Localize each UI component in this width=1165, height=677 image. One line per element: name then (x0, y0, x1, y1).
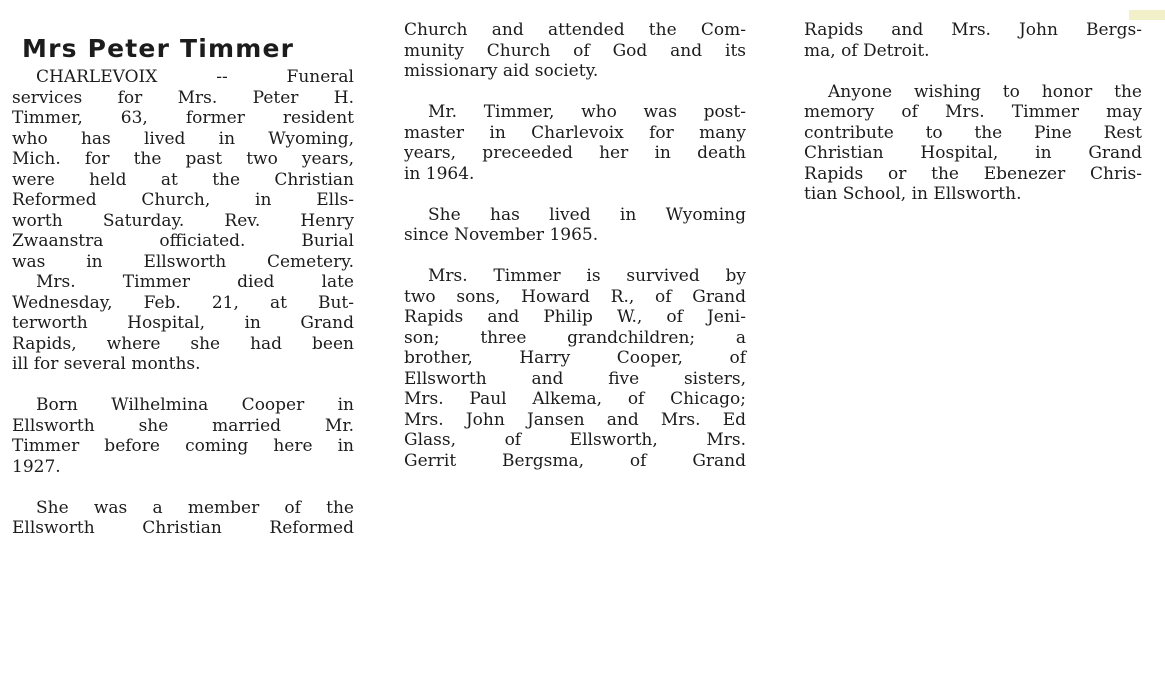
headline: Mrs Peter Timmer (22, 34, 295, 63)
text-line: Rapids and Philip W., of Jeni- (404, 307, 746, 327)
column-3-text (804, 20, 1142, 205)
text-line: Rapids or the Ebenezer Chris- (804, 163, 1142, 184)
text-line: Reformed Church, in Ells- (12, 190, 354, 210)
text-line: services for Mrs. Peter H. (12, 87, 354, 108)
text-line: She was a member of the (36, 497, 354, 518)
text-line: memory of Mrs. Timmer may (804, 102, 1142, 122)
paragraph-gap (12, 477, 354, 498)
text-line: ill for several months. (12, 354, 201, 374)
text-line: Christian Hospital, in Grand (804, 143, 1142, 163)
text-line: Church and attended the Com- (404, 20, 746, 40)
text-line: CHARLEVOIX -- Funeral (36, 67, 354, 87)
text-line: ma, of Detroit. (804, 40, 930, 61)
text-line: Mich. for the past two years, (12, 149, 354, 169)
text-line: Mrs. Timmer died late (36, 272, 354, 292)
text-line: years, preceeded her in death (404, 143, 746, 163)
text-line: Wednesday, Feb. 21, at But- (12, 292, 354, 313)
text-line: Mrs. John Jansen and Mrs. Ed (404, 409, 746, 430)
text-line: Zwaanstra officiated. Burial (12, 231, 354, 251)
text-line: Timmer, 63, former resident (12, 108, 354, 128)
text-line: were held at the Christian (12, 169, 354, 190)
text-line: Glass, of Ellsworth, Mrs. (404, 430, 746, 450)
text-line: Ellsworth and five sisters, (404, 368, 746, 389)
text-line: missionary aid society. (404, 61, 599, 81)
text-line: terworth Hospital, in Grand (12, 313, 354, 333)
text-line: two sons, Howard R., of Grand (404, 286, 746, 307)
text-line: Mrs. Paul Alkema, of Chicago; (404, 389, 746, 409)
text-line: contribute to the Pine Rest (804, 122, 1142, 143)
text-line: Ellsworth she married Mr. (12, 415, 354, 436)
text-line: Mr. Timmer, who was post- (428, 102, 746, 122)
text-line: son; three grandchildren; a (404, 327, 746, 348)
column-1-text (12, 67, 354, 539)
text-line: master in Charlevoix for many (404, 122, 746, 143)
text-line: Gerrit Bergsma, of Grand (404, 450, 746, 471)
column-2-text (404, 20, 746, 471)
text-line: She has lived in Wyoming (428, 204, 746, 225)
text-line: brother, Harry Cooper, of (404, 348, 746, 368)
text-line: 1927. (12, 456, 61, 477)
paragraph-gap (404, 184, 746, 205)
text-line: Rapids, where she had been (12, 333, 354, 354)
scan-highlight-mark (1129, 10, 1165, 20)
text-line: was in Ellsworth Cemetery. (12, 251, 354, 272)
text-line: Anyone wishing to honor the (828, 81, 1142, 102)
text-line: munity Church of God and its (404, 40, 746, 61)
text-line: in 1964. (404, 163, 475, 184)
column-2 (404, 20, 746, 471)
text-line: Mrs. Timmer is survived by (428, 266, 746, 286)
text-line: Born Wilhelmina Cooper in (36, 395, 354, 415)
column-3 (804, 20, 1142, 205)
text-line: since November 1965. (404, 225, 599, 245)
text-line: Ellsworth Christian Reformed (12, 518, 354, 538)
paragraph-gap (404, 246, 746, 267)
text-line: worth Saturday. Rev. Henry (12, 210, 354, 231)
paragraph-gap (12, 375, 354, 396)
text-line: tian School, in Ellsworth. (804, 184, 1022, 204)
paragraph-gap (404, 82, 746, 103)
column-1 (12, 20, 354, 539)
text-line: Timmer before coming here in (12, 436, 354, 456)
paragraph-gap (804, 61, 1142, 82)
text-line: Rapids and Mrs. John Bergs- (804, 20, 1142, 40)
text-line: who has lived in Wyoming, (12, 128, 354, 149)
